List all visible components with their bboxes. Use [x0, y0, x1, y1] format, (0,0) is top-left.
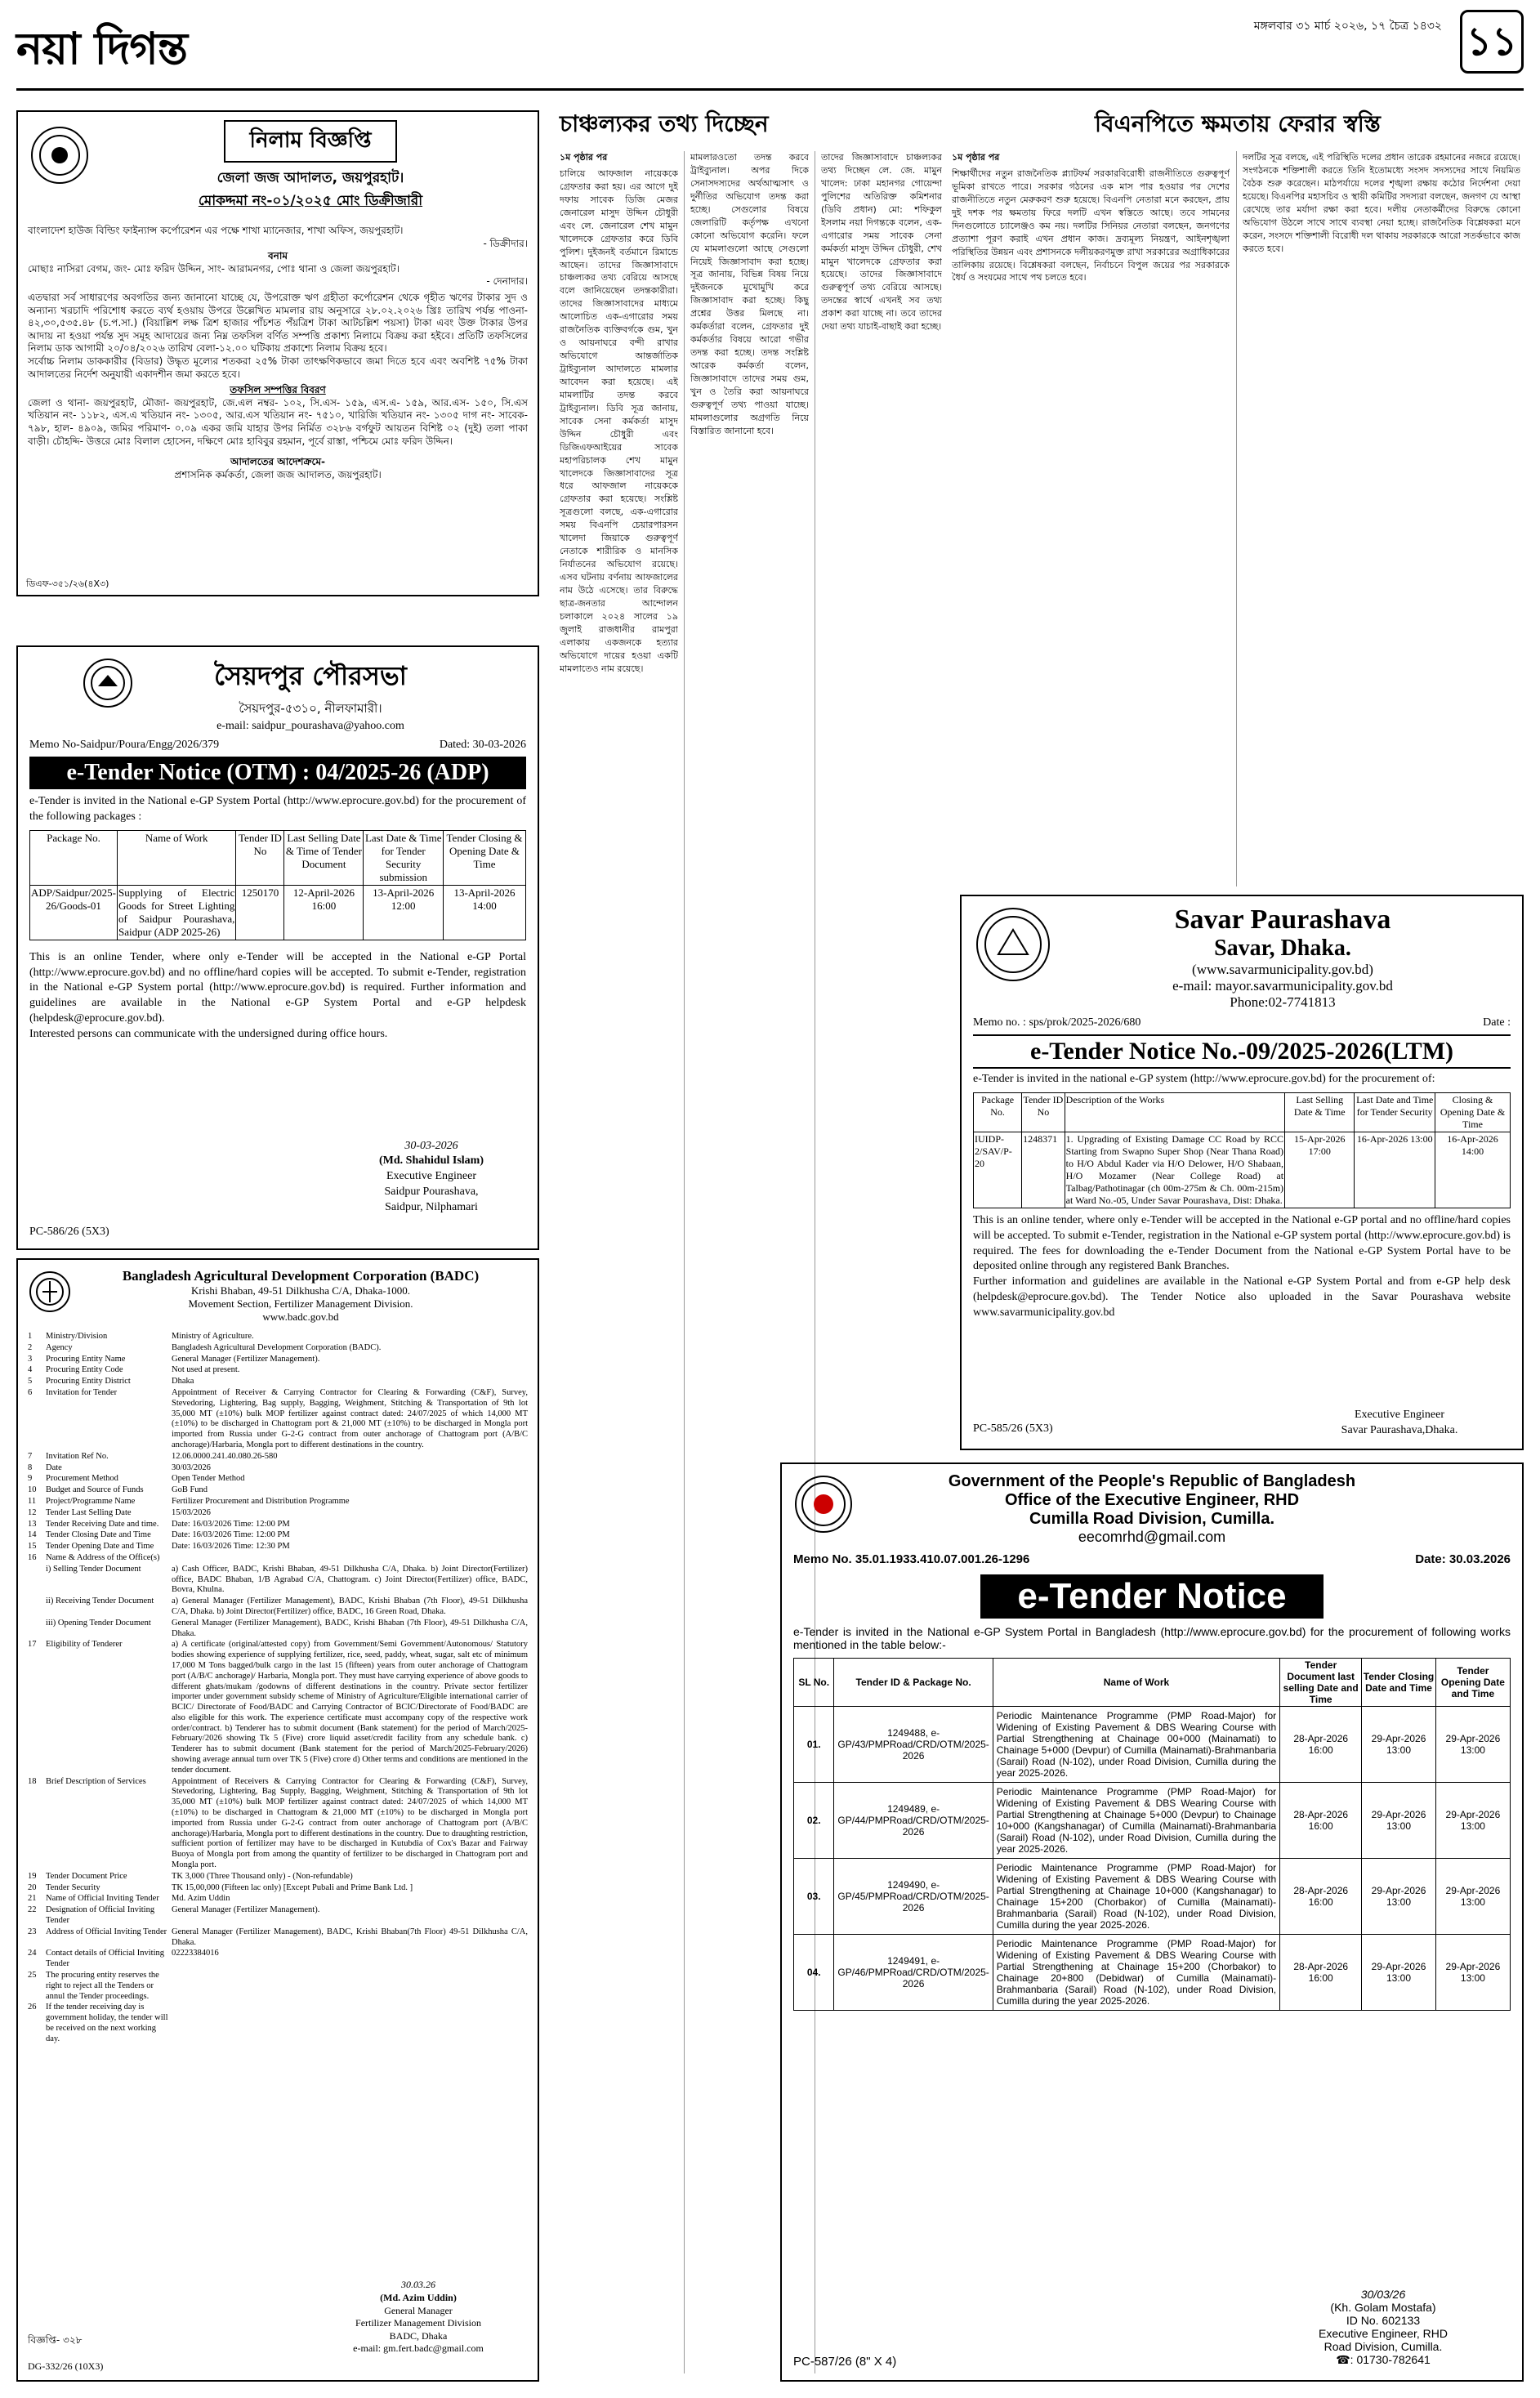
article-1-column-1: [560, 151, 678, 2373]
badc-row-value: General Manager (Fertilizer Management).: [172, 1905, 320, 1915]
rhd-table-row: [794, 1783, 1511, 1859]
rhd-th: Tender Closing Date and Time: [1362, 1659, 1436, 1707]
rhd-notice: [780, 1462, 1524, 2382]
rhd-th: Tender Opening Date and Time: [1435, 1659, 1510, 1707]
saidpur-date: Dated: 30-03-2026: [439, 739, 526, 751]
article-1-text-3: তাদের জিজ্ঞাসাবাদে চাঞ্চল্যকর তথ্য দিচ্ছেন লে. জে. মামুন খালেদ: ঢাকা মহানগর গোয়েন্দা পুলিশের অতিরিক্ত কমিশনার (ডিবি প্রধান) মো: শফিকুল ইসলাম নয়া দিগন্তকে বলেন, এক-এগারোর সময় সাবেক সেনা কর্মকর্তা মাসুদ উদ্দিন চৌধুরী, শেখ মামুন খালেদকে গ্রেফতার করা হয়েছে। তাদের জিজ্ঞাসাবাদে গুরুত্বপূর্ণ তথ্য বেরিয়ে আসছে। তদন্তের স্বার্থে এখনই সব তথ্য প্রকাশ করা যাচ্ছে না। তবে তাদের দেয়া তথ্য যাচাই-বাছাই করা হচ্ছে।: [821, 152, 942, 333]
badc-web: www.badc.gov.bd: [262, 1311, 339, 1323]
badc-row-value: a) General Manager (Fertilizer Management), BADC, Krishi Bhaban (7th Floor), 49-51 Dilkhusha C/A, Dhaka. b) Joint Director(Fertilizer) office, BADC, 16 Green Road, Dhaka.: [172, 1596, 528, 1616]
saidpur-th: Last Date & Time for Tender Security submission: [364, 830, 444, 885]
rhd-td: 28-Apr-2026 16:00: [1280, 1935, 1362, 2011]
savar-table: [973, 1092, 1511, 1208]
badc-row-label: ii) Receiving Tender Document: [46, 1596, 154, 1606]
badc-row: [28, 1927, 528, 1949]
badc-row-num: [28, 1619, 46, 1640]
badc-row: [28, 1332, 528, 1342]
badc-row-label: Procuring Entity Name: [46, 1354, 126, 1364]
badc-row: [28, 1883, 528, 1894]
badc-row-value: TK 3,000 (Three Thousand only) - (Non-refundable): [172, 1871, 353, 1881]
badc-row-value: Fertilizer Procurement and Distribution Programme: [172, 1496, 350, 1506]
rhd-td: 28-Apr-2026 16:00: [1280, 1707, 1362, 1783]
rhd-th: Name of Work: [993, 1659, 1279, 1707]
badc-row: [28, 1971, 528, 2002]
rhd-td: 29-Apr-2026 13:00: [1362, 1935, 1436, 2011]
badc-row-value: Ministry of Agriculture.: [172, 1332, 254, 1341]
badc-title: Bangladesh Agricultural Development Corporation (BADC): [122, 1268, 480, 1284]
badc-row-value: General Manager (Fertilizer Management), BADC, Krishi Bhaban(7th Floor) 49-51 Dilkhusha C/A, Dhaka.: [172, 1927, 528, 1947]
saidpur-logo-icon: [83, 659, 132, 708]
badc-signature-title: General Manager: [384, 2304, 453, 2316]
rhd-td: 1249491, e-GP/46/PMPRoad/CRD/OTM/2025-2026: [834, 1935, 993, 2011]
saidpur-signature-date: 30-03-2026: [404, 1139, 458, 1152]
saidpur-email: e-mail: saidpur_pourashava@yahoo.com: [216, 720, 404, 732]
badc-row-label: Procuring Entity District: [46, 1377, 131, 1387]
savar-th: Closing & Opening Date & Time: [1435, 1092, 1511, 1132]
savar-td: 1. Upgrading of Existing Damage CC Road by RCC Starting from Swapno Super Shop (Near Thana Road) to H/O Abdul Kader via H/O Delower, H/O Shabaan, H/O Mozamer (Near College Road) at Talbag/Pathotinagar (ch 00m-275m & Ch. 00m-215m) at Ward No.-05, Under Savar Pourashava, Dist: Dhaka.: [1065, 1132, 1284, 1208]
article-1-text-1: চালিয়ে আফজাল নায়েককে গ্রেফতার করা হয়। এর আগে দুই দফায় সাবেক ডিজি মেজর জেনারেল মাসুদ উদ্দিন চৌধুরী এবং লে. জেনারেল শেখ মামুন খালেদকে গ্রেফতার করে ডিবি পুলিশ। দুইজনই বর্তমানে রিমান্ডে আছেন। তাদের জিজ্ঞাসাবাদে চাঞ্চল্যকর তথ্য বেরিয়ে আসছে বলে জানিয়েছেন তদন্তকারীরা। তাদের জিজ্ঞাসাবাদের মাধ্যমে আলোচিত এক-এগারোর সময় রাজনৈতিক ব্যক্তিবর্গকে গুম, খুন ও আয়নাঘরে বন্দী রাখার অভিযোগে আন্তর্জাতিক ট্রাইব্যুনাল আদালতে মামলার আবেদন করা হয়েছে। এই মামলাটির তদন্ত করবে ট্রাইব্যুনাল। ডিবি সূত্র জানায়, সাবেক সেনা কর্মকর্তা মাসুদ উদ্দিন চৌধুরী এবং ডিজিএফআইয়ের সাবেক মহাপরিচালক শেখ মামুন খালেদকে জিজ্ঞাসাবাদের সূত্র ধরে আফজাল নায়েককে গ্রেফতার করা হয়েছে। সংশ্লিষ্ট সূত্রগুলো বলছে, এক-এগারোর সময় বিএনপি চেয়ারপারসন খালেদা জিয়াকে গুরুত্বপূর্ণ নেতাকে শারীরিক ও মানসিক নির্যাতনের অভিযোগ রয়েছে। এসব ঘটনায় বর্ণনায় আফজালের নাম উঠে এসেছে। তার বিরুদ্ধে ছাত্র-জনতার আন্দোলন চলাকালে ২০২৪ সালের ১৯ জুলাই রাজধানীর রামপুরা এলাকায় একজনকে হত্যার অভিযোগে দায়ের হওয়া একটি মামলাতেও নাম রয়েছে।: [560, 167, 678, 674]
rhd-table: [793, 1658, 1511, 2011]
badc-row-value: [168, 2003, 528, 2044]
savar-th: Last Selling Date & Time: [1285, 1092, 1355, 1132]
saidpur-signature-name: (Md. Shahidul Islam): [379, 1154, 484, 1168]
badc-left-code: বিজ্ঞপ্তি- ৩২৮: [28, 2334, 83, 2347]
badc-row-value: General Manager (Fertilizer Management), BADC, Krishi Bhaban (7th Floor), 49-51 Dilkhusha C/A, Dhaka.: [172, 1618, 528, 1638]
savar-footer: This is an online tender, where only e-Tender will be accepted in the National e-GP portal and no offline/hard copies will be accepted. To submit e-Tender, registration in the National e-GP system portal (http://www.eprocure.gov.bd) is required. The fees for downloading the e-Tender Document from the National e-GP System Portal have to be deposited online through any registered Bank Branches.: [973, 1213, 1511, 1273]
savar-intro: e-Tender is invited in the national e-GP system (http://www.eprocure.gov.bd) for the procurement of:: [973, 1072, 1435, 1085]
badc-row: [28, 1520, 528, 1530]
rhd-td: 04.: [794, 1935, 834, 2011]
badc-row-num: 23: [28, 1927, 37, 1936]
badc-row-num: 5: [28, 1377, 33, 1387]
savar-signature-org: Savar Paurashava,Dhaka.: [1341, 1424, 1458, 1437]
badc-notice: [16, 1258, 539, 2382]
badc-row-value: GoB Fund: [172, 1485, 208, 1495]
badc-row-value: Appointment of Receivers & Carrying Contractor for Clearing & Forwarding (C&F), Survey, Stevedoring, Lightering, Bag Supply, Bagging, Weighment, Stitching & Transportation of 9th lot 35,000 MT (±10%) bulk MOP fertilizer against contract dated: 24/07/2025 of which 14,000 MT (±10%) to be discharged in Chattogram & 21,000 MT (±10%) to be discharged in Mongla port imported from Russia under G-2-G contract from outer anchorage of Chattogram port (A/B/C anchorage)/Harbaria, Mongla port to different destinations in the country. Due to draughting restriction, sufficient portion of fertilizer may have to be discharged in Kutubdia of Cox's Bazar and Fairway Buoya of Mongla port from among the quantity of fertilizer to be discharged in Chattogram port and Mongla port.: [172, 1776, 528, 1870]
badc-row-num: 2: [28, 1342, 33, 1352]
badc-row-value: a) A certificate (original/attested copy) from Government/Semi Government/Autonomous/ Statutory bodies showing experience of supplying fertilizer, rice, seed, paddy, wheat, sugar, salt etc of minimum 17,000 M Tons bagged/bulk cargo in the last 15 (fifteen) years from outer anchorage of Chattogram port (A/B/C anchorage)/ Harbaria, Mongla port. They must have carrying experience of above goods to different ghats/mukam /godowns of different destinations in the country. Private sector fertilizer importer under government subsidy scheme of Ministry of Agriculture/Eligible international carrier of BCIC/ Directorate of Food/BADC and Carrying Contractor of BCIC/Directorate of Food/BADC are also eligible for this work. The experience certificate must accompany copy of the respective work order/contract. b) Tenderer has to submit document (Bank statement) for the period of March/2025-February/2026 showing Tk 5 (Five) crore liquid asset/credit facility from any schedule bank. c) Tenderer has to submit document (Bank statement for the period of March/2025-February/2026) showing average annual turn over TK 5 (Five) crore d) Other terms and conditions are mentioned in the tender document.: [172, 1640, 528, 1775]
savar-notice: [960, 895, 1524, 1450]
badc-row: [28, 1365, 528, 1376]
badc-row-value: a) Cash Officer, BADC, Krishi Bhaban, 49-51 Dilkhusha C/A, Dhaka. b) Joint Director(Fertilizer) office, BADC Bhaban, 1/B Agrabad C/A, Chattogram. c) Joint Director(Fertilizer) office, BADC, Bovra, Khulna.: [172, 1564, 528, 1595]
savar-memo: Memo no. : sps/prok/2025-2026/680: [973, 1016, 1141, 1029]
badc-row-label: Project/Programme Name: [46, 1496, 136, 1506]
badc-row-num: 12: [28, 1507, 37, 1517]
badc-row-value: Dhaka: [172, 1377, 194, 1387]
rhd-th: Tender Document last selling Date and Time: [1280, 1659, 1362, 1707]
badc-row-label: If the tender receiving day is government holiday, the tender will be received on the next working day.: [46, 2003, 168, 2043]
badc-row-num: 4: [28, 1365, 33, 1375]
nilam-schedule-title: তফসিল সম্পত্তির বিবরণ: [230, 384, 326, 396]
rhd-td: 29-Apr-2026 13:00: [1435, 1935, 1510, 2011]
savar-subtitle: Savar, Dhaka.: [1214, 936, 1351, 961]
savar-logo-icon: [976, 908, 1050, 981]
article-2-column-2: [1243, 151, 1520, 886]
nilam-body: এতদ্বারা সর্ব সাধারণের অবগতির জন্য জানানো যাচ্ছে যে, উপরোক্ত ঋণ গ্রহীতা কর্পোরেশন থেকে গৃহীত ঋণের টাকার সুদ ও অন্যান্য খরচাদি পরিশোধ করতে ব্যর্থ হওয়ায় উপরে উল্লেখিত মামলার রায় অনুসারে ২৮.০২.২০২৬ খ্রিঃ তারিখ পর্যন্ত পাওনা- ৪২,৩০,৫৩৫.৪৮ (চ.প.সা.) (বিয়াল্লিশ লক্ষ ত্রিশ হাজার পাঁচশত পঁয়ত্রিশ টাকা আটচল্লিশ পয়সা) টাকা এবং উক্ত টাকার উপর আদায় না হওয়া পর্যন্ত সুদ সমূহ আদায়ের জন্য নিম্ন তফসিল বর্ণিত সম্পত্তি প্রকাশ্য নিলামে বিক্রয় করা হইবে। প্রতিটি তফসিলের নিলাম ডাক আগামী ২০/০৪/২০২৬ তারিখ বেলা-১২.০০ ঘটিকায় প্রকাশ্যে নিলাম বিক্রয় হবে।: [28, 291, 528, 355]
badc-row: [28, 1596, 528, 1618]
savar-th: Last Date and Time for Tender Security: [1355, 1092, 1435, 1132]
rhd-intro: e-Tender is invited in the National e-GP System Portal in Bangladesh (http://www.eprocure.gov.bd) for the procurement of following works mentioned in the table below:-: [793, 1625, 1511, 1651]
article-2: [952, 151, 1524, 891]
saidpur-footer-2: Interested persons can communicate with the undersigned during office hours.: [29, 1028, 388, 1041]
rhd-td: 29-Apr-2026 13:00: [1435, 1783, 1510, 1859]
badc-row-value: Date: 16/03/2026 Time: 12:30 PM: [172, 1542, 290, 1552]
badc-row-value: Date: 16/03/2026 Time: 12:00 PM: [172, 1519, 290, 1529]
badc-row-num: 10: [28, 1485, 37, 1495]
rhd-td: 29-Apr-2026 13:00: [1362, 1783, 1436, 1859]
rhd-table-row: [794, 1859, 1511, 1935]
badc-row: [28, 1777, 528, 1871]
savar-td: IUIDP-2/SAV/P-20: [974, 1132, 1022, 1208]
rhd-signature-phone: ☎: 01730-782641: [1336, 2353, 1431, 2366]
badc-row-num: 9: [28, 1474, 33, 1484]
badc-row: [28, 1640, 528, 1775]
badc-row-num: 3: [28, 1354, 33, 1364]
saidpur-td: ADP/Saidpur/2025-26/Goods-01: [30, 885, 118, 940]
masthead: [16, 15, 229, 72]
nilam-decree-holder: - ডিক্রীদার।: [483, 237, 528, 249]
rhd-signature-title: Executive Engineer, RHD: [1319, 2327, 1448, 2340]
rhd-signature-date: 30/03/26: [1360, 2288, 1406, 2301]
badc-row-num: 15: [28, 1542, 37, 1552]
badc-row-label: Tender Last Selling Date: [46, 1507, 132, 1517]
badc-row-label: Designation of Official Inviting Tender: [46, 1905, 155, 1926]
nilam-title: নিলাম বিজ্ঞপ্তি: [224, 120, 398, 163]
badc-row-label: The procuring entity reserves the right to reject all the Tenders or annul the Tender proceedings.: [46, 1971, 159, 2001]
saidpur-th: Package No.: [30, 830, 118, 885]
rhd-email: eecomrhd@gmail.com: [1078, 1529, 1226, 1545]
badc-row-label: Eligibility of Tenderer: [46, 1640, 123, 1650]
badc-row: [28, 1530, 528, 1541]
rhd-td: Periodic Maintenance Programme (PMP Road-Major) for Widening of Existing Pavement & DBS Wearing Course with Partial Strengthening at Chainage 5+000 (Devpur) to Chainage 10+000 (Kangshanagar) of Cumilla (Mainamati)-Brahmanbaria (Sarail) Road (N-102), under Road Division, Cumilla during the year 2025-2026.: [993, 1783, 1279, 1859]
article-1-text-2: মামলারওতো তদন্ত করবে ট্রাইব্যুনাল। অপর দিকে সেনাসদস্যদের অর্থআত্মসাৎ ও দুর্নীতির অভিযোগ তদন্ত করা হচ্ছে। সেগুলোর বিষয়ে জেলারিটি কর্তৃপক্ষ এখনো কোনো অভিযোগ করেনি। ফলে যে মামলাগুলো আছে সেগুলো নিয়েই জিজ্ঞাসাবাদ করা হচ্ছে। সূত্র জানায়, বিভিন্ন বিষয় নিয়ে দুইজনকে মুখোমুখি করে জিজ্ঞাসাবাদ করা হচ্ছে। কিছু প্রশ্নের উত্তর মিলছে না। কর্মকর্তারা বলেন, গ্রেফতার দুই কর্মকর্তার বিষয়ে আরো গভীর তদন্ত করা হচ্ছে। তদন্ত সংশ্লিষ্ট আরেক কর্মকর্তা বলেন, জিজ্ঞাসাবাদে তাদের সময় গুম, খুন ও তৈরি করা আয়নাঘরে গুরুত্বপূর্ণ তথ্য পাওয়া যাচ্ছে। মামলাগুলোর অগ্রগতি নিয়ে বিস্তারিত জানানো হবে।: [690, 152, 809, 436]
saidpur-th: Tender ID No: [236, 830, 284, 885]
savar-title: Savar Paurashava: [1174, 904, 1391, 935]
badc-row-label: Name of Official Inviting Tender: [46, 1894, 159, 1904]
savar-signature-title: Executive Engineer: [1354, 1409, 1444, 1422]
article-1-tag: ১ম পৃষ্ঠার পর: [560, 152, 608, 163]
saidpur-td: Supplying of Electric Goods for Street Lighting of Saidpur Pourashava, Saidpur (ADP 2025-26): [118, 885, 236, 940]
badc-row-label: Tender Security: [46, 1882, 100, 1892]
nilam-signature-title: আদালতের আদেশক্রমে-: [230, 456, 326, 468]
article-headline-2: বিএনপিতে ক্ষমতায় ফেরার স্বস্তি: [1095, 110, 1381, 137]
badc-address: Krishi Bhaban, 49-51 Dilkhusha C/A, Dhaka-1000.: [191, 1284, 410, 1297]
badc-code: DG-332/26 (10X3): [28, 2360, 104, 2373]
rhd-td: 28-Apr-2026 16:00: [1280, 1859, 1362, 1935]
badc-row-num: 13: [28, 1519, 37, 1529]
saidpur-memo: Memo No-Saidpur/Poura/Engg/2026/379: [29, 739, 220, 751]
badc-signature-div: Fertilizer Management Division: [355, 2317, 481, 2329]
badc-row-value: Date: 16/03/2026 Time: 12:00 PM: [172, 1530, 290, 1540]
badc-row-num: 16: [28, 1552, 37, 1562]
savar-footer-2: Further information and guidelines are available in the National e-GP System Portal and from e-GP help desk (helpdesk@eprocure.gov.bd). The Tender Notice also uploaded in the Savar Pourashava website www.savarmunicipality.gov.bd: [973, 1275, 1511, 1320]
column-rule: [684, 151, 685, 2373]
article-headline-1: চাঞ্চল্যকর তথ্য দিচ্ছেন: [560, 110, 769, 137]
savar-th: Package No.: [974, 1092, 1022, 1132]
badc-row-num: 18: [28, 1776, 37, 1786]
column-rule: [1236, 151, 1237, 886]
badc-row-num: 20: [28, 1882, 37, 1892]
badc-row-label: Procurement Method: [46, 1474, 118, 1484]
article-2-column-1: [952, 151, 1230, 886]
badc-row-num: 7: [28, 1451, 33, 1461]
badc-row-num: 22: [28, 1905, 37, 1915]
badc-row-num: [28, 1596, 46, 1618]
savar-td: 1248371: [1022, 1132, 1065, 1208]
saidpur-notice: [16, 645, 539, 1250]
badc-row-label: iii) Opening Tender Document: [46, 1618, 151, 1628]
badc-row-value: Md. Azim Uddin: [172, 1894, 230, 1904]
badc-row: [28, 1343, 528, 1354]
badc-row: [28, 1474, 528, 1485]
badc-row: [28, 1619, 528, 1640]
rhd-line-2: Office of the Executive Engineer, RHD: [1004, 1491, 1300, 1509]
rhd-td: 1249490, e-GP/45/PMPRoad/CRD/OTM/2025-2026: [834, 1859, 993, 1935]
badc-row-value: Not used at present.: [172, 1365, 240, 1375]
rhd-td: 01.: [794, 1707, 834, 1783]
badc-row: [28, 1452, 528, 1462]
rhd-signature-name: (Kh. Golam Mostafa): [1330, 2301, 1436, 2314]
badc-row: [28, 1872, 528, 1882]
rhd-td: 03.: [794, 1859, 834, 1935]
badc-row: [28, 1894, 528, 1905]
rhd-td: 29-Apr-2026 13:00: [1435, 1859, 1510, 1935]
saidpur-footer: This is an online Tender, where only e-Tender will be accepted in the National e-GP Portal (http://www.eprocure.gov.bd) and no offline/hard copies will be accepted. To submit e-Tender, registration in the National e-GP System portal (http://www.eprocure.gov.bd) is required. Further information and guidelines are available in the National e-GP System Portal and e-GP helpdesk (helpdesk@eprocure.gov.bd).: [29, 950, 526, 1025]
rhd-signature-id: ID No. 602133: [1346, 2314, 1421, 2327]
saidpur-signature-title: Executive Engineer: [386, 1170, 476, 1183]
badc-row: [28, 1553, 528, 1564]
badc-row-value: TK 15,00,000 (Fifteen lac only) [Except Pubali and Prime Bank Ltd. ]: [172, 1882, 413, 1892]
rhd-td: 28-Apr-2026 16:00: [1280, 1783, 1362, 1859]
saidpur-intro: e-Tender is invited in the National e-GP System Portal (http://www.eprocure.gov.bd) for the procurement of the following packages :: [29, 794, 526, 823]
badc-table: [28, 1332, 528, 2045]
nilam-body-2: সর্বোচ্চ নিলাম ডাককারীর (বিডার) উদ্ধৃত মূল্যের শতকরা ২৫% টাকা তাৎক্ষণিকভাবে জমা দিতে হবে এবং অবশিষ্ট ৭৫% টাকা আদালতের নির্দেশ অনুযায়ী একাদশীন জমা করতে হবে।: [28, 355, 528, 380]
badc-row: [28, 1542, 528, 1552]
rhd-line-3: Cumilla Road Division, Cumilla.: [1029, 1510, 1275, 1528]
saidpur-th: Tender Closing & Opening Date & Time: [444, 830, 526, 885]
badc-row-num: 1: [28, 1332, 33, 1341]
saidpur-td: 13-April-2026 14:00: [444, 885, 526, 940]
nilam-debtor: মোছাঃ নাসিরা বেগম, জং- মোঃ ফরিদ উদ্দিন, সাং- আরামনগর, পোঃ থানা ও জেলা জয়পুরহাট।: [28, 262, 400, 275]
badc-row-label: Procuring Entity Code: [46, 1365, 123, 1375]
nilam-parties: বাংলাদেশ হাউজ বিল্ডিং ফাইন্যান্স কর্পোরেশন এর পক্ষে শাখা ম্যানেজার, শাখা অফিস, জয়পুরহাট।: [28, 225, 404, 236]
article-2-text-1: শিক্ষার্থীদের নতুন রাজনৈতিক প্ল্যাটফর্ম সরকারবিরোধী রাজনীতিতে গুরুত্বপূর্ণ ভূমিকা রাখতে পারে। সরকার গঠনের এক মাস পার হওয়ার পর দেশের রাজনীতিতে নতুন মেরুকরণ শুরু হয়েছে। বিএনপি নেতারা মনে করছেন, প্রায় দুই দশক পর ক্ষমতায় ফিরে দলটি এখন স্বস্তিতে আছে। তবে সামনের দিনগুলোতে চ্যালেঞ্জও কম নয়। দলটির সিনিয়র নেতারা বলছেন, জনগণের প্রত্যাশা পূরণ করাই এখন প্রধান কাজ। দ্রব্যমূল্য নিয়ন্ত্রণ, আইনশৃঙ্খলা পরিস্থিতির উন্নয়ন এবং প্রশাসনকে দলীয়করণমুক্ত রাখা সরকারের অগ্রাধিকারের তালিকায় রয়েছে। বিশ্লেষকরা বলছেন, নির্বাচনে বিপুল জয়ের পর সরকারকে ধৈর্য ও সংযমের সাথে পথ চলতে হবে।: [952, 167, 1230, 284]
court-seal-icon: [31, 127, 88, 184]
rhd-th: Tender ID & Package No.: [834, 1659, 993, 1707]
badc-row-value: 02223384016: [172, 1949, 219, 1958]
badc-row-label: Tender Opening Date and Time: [46, 1542, 154, 1552]
rhd-code: PC-587/26 (8" X 4): [793, 2355, 897, 2369]
rhd-td: 1249489, e-GP/44/PMPRoad/CRD/OTM/2025-2026: [834, 1783, 993, 1859]
rhd-td: 29-Apr-2026 13:00: [1435, 1707, 1510, 1783]
saidpur-table: [29, 830, 526, 940]
badc-row-label: Name & Address of the Office(s): [46, 1552, 160, 1562]
rhd-memo: Memo No. 35.01.1933.410.07.001.26-1296: [793, 1552, 1030, 1566]
badc-row-value: Bangladesh Agricultural Development Corporation (BADC).: [172, 1342, 382, 1352]
savar-td: 16-Apr-2026 13:00: [1355, 1132, 1435, 1208]
savar-th: Tender ID No: [1022, 1092, 1065, 1132]
badc-row-label: i) Selling Tender Document: [46, 1564, 141, 1574]
dateline: মঙ্গলবার ৩১ মার্চ ২০২৬, ১৭ চৈত্র ১৪৩২: [1253, 20, 1442, 33]
badc-row-label: Contact details of Official Inviting Tender: [46, 1949, 165, 1969]
badc-row-label: Invitation for Tender: [46, 1387, 118, 1397]
article-2-text-2: দলটির সূত্র বলছে, এই পরিস্থিতি দলের প্রধান তারেক রহমানের নজরে রয়েছে। সংগঠনকে শক্তিশালী করতে তিনি ইতোমধ্যে সংসদ সদস্যদের সাথে নিয়মিত বৈঠক শুরু করেছেন। মাঠপর্যায়ে দলের শৃঙ্খলা রক্ষায় কঠোর নির্দেশনা দেয়া হয়েছে। বিএনপির মহাসচিব ও স্থায়ী কমিটির সদস্যরা বলছেন, জনগণ যে আস্থা রেখেছে তার মর্যাদা রক্ষা করা হবে। দলীয় নেতাকর্মীদের বিরুদ্ধে কোনো অভিযোগ উঠলে সাথে সাথে ব্যবস্থা নেয়া হচ্ছে। রাজনৈতিক বিশ্লেষকরা মনে করেন, সংসদে শক্তিশালী বিরোধী দল থাকায় সরকারকে আরো সতর্কভাবে কাজ করতে হবে।: [1243, 152, 1520, 254]
badc-row-num: 26: [28, 2003, 37, 2012]
badc-row-num: 11: [28, 1496, 37, 1506]
badc-row-value: 30/03/2026: [172, 1462, 211, 1472]
rhd-td: Periodic Maintenance Programme (PMP Road-Major) for Widening of Existing Pavement & DBS Wearing Course with Partial Strengthening at Chainage 00+000 (Mainamati) to Chainage 5+000 (Devpur) of Cumilla (Mainamati)-Brahmanbaria (Sarail) Road (N-102), under Road Division, Cumilla during the year 2025-2026.: [993, 1707, 1279, 1783]
badc-row: [28, 1905, 528, 1927]
badc-row: [28, 1497, 528, 1507]
rhd-td: 02.: [794, 1783, 834, 1859]
rhd-notice-title: e-Tender Notice: [980, 1574, 1324, 1619]
badc-row-label: Address of Official Inviting Tender: [46, 1927, 167, 1936]
badc-row-num: 14: [28, 1530, 37, 1540]
nilam-versus: বনাম: [268, 250, 288, 262]
badc-row-value: [168, 1553, 528, 1564]
saidpur-td: 12-April-2026 16:00: [284, 885, 364, 940]
badc-signature-org: BADC, Dhaka: [389, 2329, 448, 2342]
badc-row: [28, 2003, 528, 2044]
savar-td: 16-Apr-2026 14:00: [1435, 1132, 1511, 1208]
badc-row-label: Ministry/Division: [46, 1332, 108, 1341]
saidpur-signature-place: Saidpur, Nilphamari: [385, 1201, 478, 1214]
badc-row-num: [28, 1565, 46, 1596]
badc-row-num: 19: [28, 1871, 37, 1881]
badc-division: Movement Section, Fertilizer Management Division.: [188, 1297, 413, 1310]
badc-row-label: Invitation Ref No.: [46, 1451, 109, 1461]
saidpur-th: Name of Work: [118, 830, 236, 885]
badc-row-num: 21: [28, 1894, 37, 1904]
badc-row-value: 12.06.0000.241.40.080.26-580: [172, 1451, 278, 1461]
nilam-schedule: জেলা ও থানা- জয়পুরহাট, মৌজা- জয়পুরহাট, জে.এল নম্বর- ১০২, সি.এস- ১৫৯, এস.এ- ১৫৯, আর.এস- ১৫০, সি.এস খতিয়ান নং- ১১৮২, এস.এ খতিয়ান নং- ১৩০৫, আর.এস খতিয়ান নং- ৭৫১০, খারিজি খতিয়ান নং- ১৩০৫ দাগ নং- সাবেক- ৭৯৮, হাল- ৪৯০৯, জমির পরিমাণ- ০.০৯ একর জমি যাহার উপর নির্মিত ৩২৮৬ বর্গফুট আয়তন বিশিষ্ট ০২ (দুই) তলা পাকা বাড়ী। চৌহদ্দি- উত্তরে মোঃ বিলাল হোসেন, দক্ষিণে মোঃ হাবিবুর রহমান, পূর্বে রাস্তা, পশ্চিমে মোঃ ফরিদ উদ্দিন।: [28, 396, 528, 447]
badc-row-value: Appointment of Receiver & Carrying Contractor for Clearing & Forwarding (C&F), Survey, Stevedoring, Lightering, Bag supply, Bagging, Weighment, Stitching & Transportation of 9th lot 35,000 MT (±10%) bulk MOP fertilizer against contract dated: 24/07/2025 of which 14,000 MT (±10%) to be discharged in Chattogram port & 21,000 MT (±10%) to be discharged in Mongla port imported from Russia under G-2-G contract from outer anchorage of Chattogram port (A/B/C anchorage)/Harbaria, Mongla port to different destinations in the country.: [172, 1387, 528, 1449]
saidpur-notice-title: e-Tender Notice (OTM) : 04/2025-26 (ADP): [29, 757, 526, 789]
badc-logo-icon: [29, 1271, 70, 1312]
savar-email: e-mail: mayor.savarmunicipality.gov.bd: [1172, 978, 1393, 994]
badc-row-label: Date: [46, 1462, 62, 1472]
savar-web: (www.savarmunicipality.gov.bd): [1192, 962, 1373, 977]
header-rule: [16, 88, 1524, 91]
badc-row: [28, 1565, 528, 1596]
badc-row-label: Brief Description of Services: [46, 1776, 146, 1786]
badc-row: [28, 1485, 528, 1496]
savar-th: Description of the Works: [1065, 1092, 1284, 1132]
nilam-court: জেলা জজ আদালত, জয়পুরহাট।: [216, 170, 404, 186]
rhd-table-row: [794, 1707, 1511, 1783]
page-number-box: [1460, 10, 1524, 74]
badc-row-num: 25: [28, 1971, 37, 1980]
badc-row: [28, 1388, 528, 1451]
rhd-td: 29-Apr-2026 13:00: [1362, 1707, 1436, 1783]
masthead-title: নয়া দিগন্ত: [16, 23, 187, 74]
badc-row: [28, 1463, 528, 1474]
savar-code: PC-585/26 (5X3): [973, 1422, 1053, 1436]
badc-row-value: Open Tender Method: [172, 1474, 245, 1484]
nilam-signature-name: প্রশাসনিক কর্মকর্তা, জেলা জজ আদালত, জয়পুরহাট।: [174, 468, 382, 480]
nilam-case: মোকদ্দমা নং-০১/২০২৫ মোং ডিক্রীজারী: [198, 193, 423, 209]
rhd-date: Date: 30.03.2026: [1415, 1552, 1511, 1566]
badc-signature-date: 30.03.26: [401, 2279, 435, 2291]
savar-notice-title: e-Tender Notice No.-09/2025-2026(LTM): [973, 1034, 1511, 1069]
saidpur-title: সৈয়দপুর পৌরসভা: [214, 660, 407, 691]
badc-row: [28, 1949, 528, 1970]
rhd-th: SL No.: [794, 1659, 834, 1707]
saidpur-td: 13-April-2026 12:00: [364, 885, 444, 940]
rhd-td: 1249488, e-GP/43/PMPRoad/CRD/OTM/2025-2026: [834, 1707, 993, 1783]
saidpur-subtitle: সৈয়দপুর-৫৩১০, নীলফামারী।: [239, 701, 382, 716]
savar-td: 15-Apr-2026 17:00: [1285, 1132, 1355, 1208]
badc-row-value: General Manager (Fertilizer Management).: [172, 1354, 320, 1364]
savar-date-label: Date :: [1483, 1016, 1511, 1029]
badc-row: [28, 1508, 528, 1519]
badc-signature-email: e-mail: gm.fert.badc@gmail.com: [353, 2342, 484, 2355]
rhd-td: Periodic Maintenance Programme (PMP Road-Major) for Widening of Existing Pavement & DBS Wearing Course with Partial Strengthening at Chainage 10+000 (Kangshanagar) to Chainage 15+200 (Chorbakor) of Cumilla (Mainamati)-Brahmanbaria (Sarail) Road (N-102), under Road Division, Cumilla during the year 2025-2026.: [993, 1859, 1279, 1935]
savar-phone: Phone:02-7741813: [1230, 994, 1336, 1010]
saidpur-signature-org: Saidpur Pourashava,: [384, 1186, 479, 1199]
rhd-td: 29-Apr-2026 13:00: [1362, 1859, 1436, 1935]
saidpur-code: PC-586/26 (5X3): [29, 1226, 109, 1239]
badc-row-num: 6: [28, 1387, 33, 1397]
rhd-signature-org: Road Division, Cumilla.: [1324, 2340, 1443, 2353]
rhd-line-1: Government of the People's Republic of Bangladesh: [948, 1472, 1356, 1490]
rhd-table-row: [794, 1935, 1511, 2011]
saidpur-th: Last Selling Date & Time of Tender Document: [284, 830, 364, 885]
badc-row-num: 24: [28, 1949, 37, 1958]
rhd-logo-icon: [795, 1476, 852, 1533]
badc-row-label: Tender Closing Date and Time: [46, 1530, 151, 1540]
rhd-td: Periodic Maintenance Programme (PMP Road-Major) for Widening of Existing Pavement & DBS Wearing Course with Partial Strengthening at Chainage 15+200 (Chorbakor) to Chainage 20+800 (Debidwar) of Cumilla (Mainamati)-Brahmanbaria (Sarail) Road (N-102), under Road Division, Cumilla during the year 2025-2026.: [993, 1935, 1279, 2011]
badc-row-label: Tender Receiving Date and time.: [46, 1519, 159, 1529]
badc-row-num: 17: [28, 1640, 37, 1650]
article-2-tag: ১ম পৃষ্ঠার পর: [952, 152, 1000, 163]
nilam-code: ডিএফ-৩৫১/২৬(৪X৩): [26, 578, 109, 590]
nilam-notice: [16, 110, 539, 596]
badc-row-label: Agency: [46, 1342, 73, 1352]
saidpur-td: 1250170: [236, 885, 284, 940]
badc-row: [28, 1355, 528, 1365]
nilam-debtor-label: - দেনাদার।: [486, 275, 528, 288]
badc-row-label: Tender Document Price: [46, 1871, 127, 1881]
badc-row-value: 15/03/2026: [172, 1507, 211, 1517]
badc-row-label: Budget and Source of Funds: [46, 1485, 144, 1495]
badc-signature-name: (Md. Azim Uddin): [380, 2292, 457, 2304]
badc-row: [28, 1377, 528, 1387]
badc-row-num: 8: [28, 1462, 33, 1472]
badc-row-value: [168, 1971, 528, 2002]
page-number: ১১: [1466, 19, 1518, 65]
